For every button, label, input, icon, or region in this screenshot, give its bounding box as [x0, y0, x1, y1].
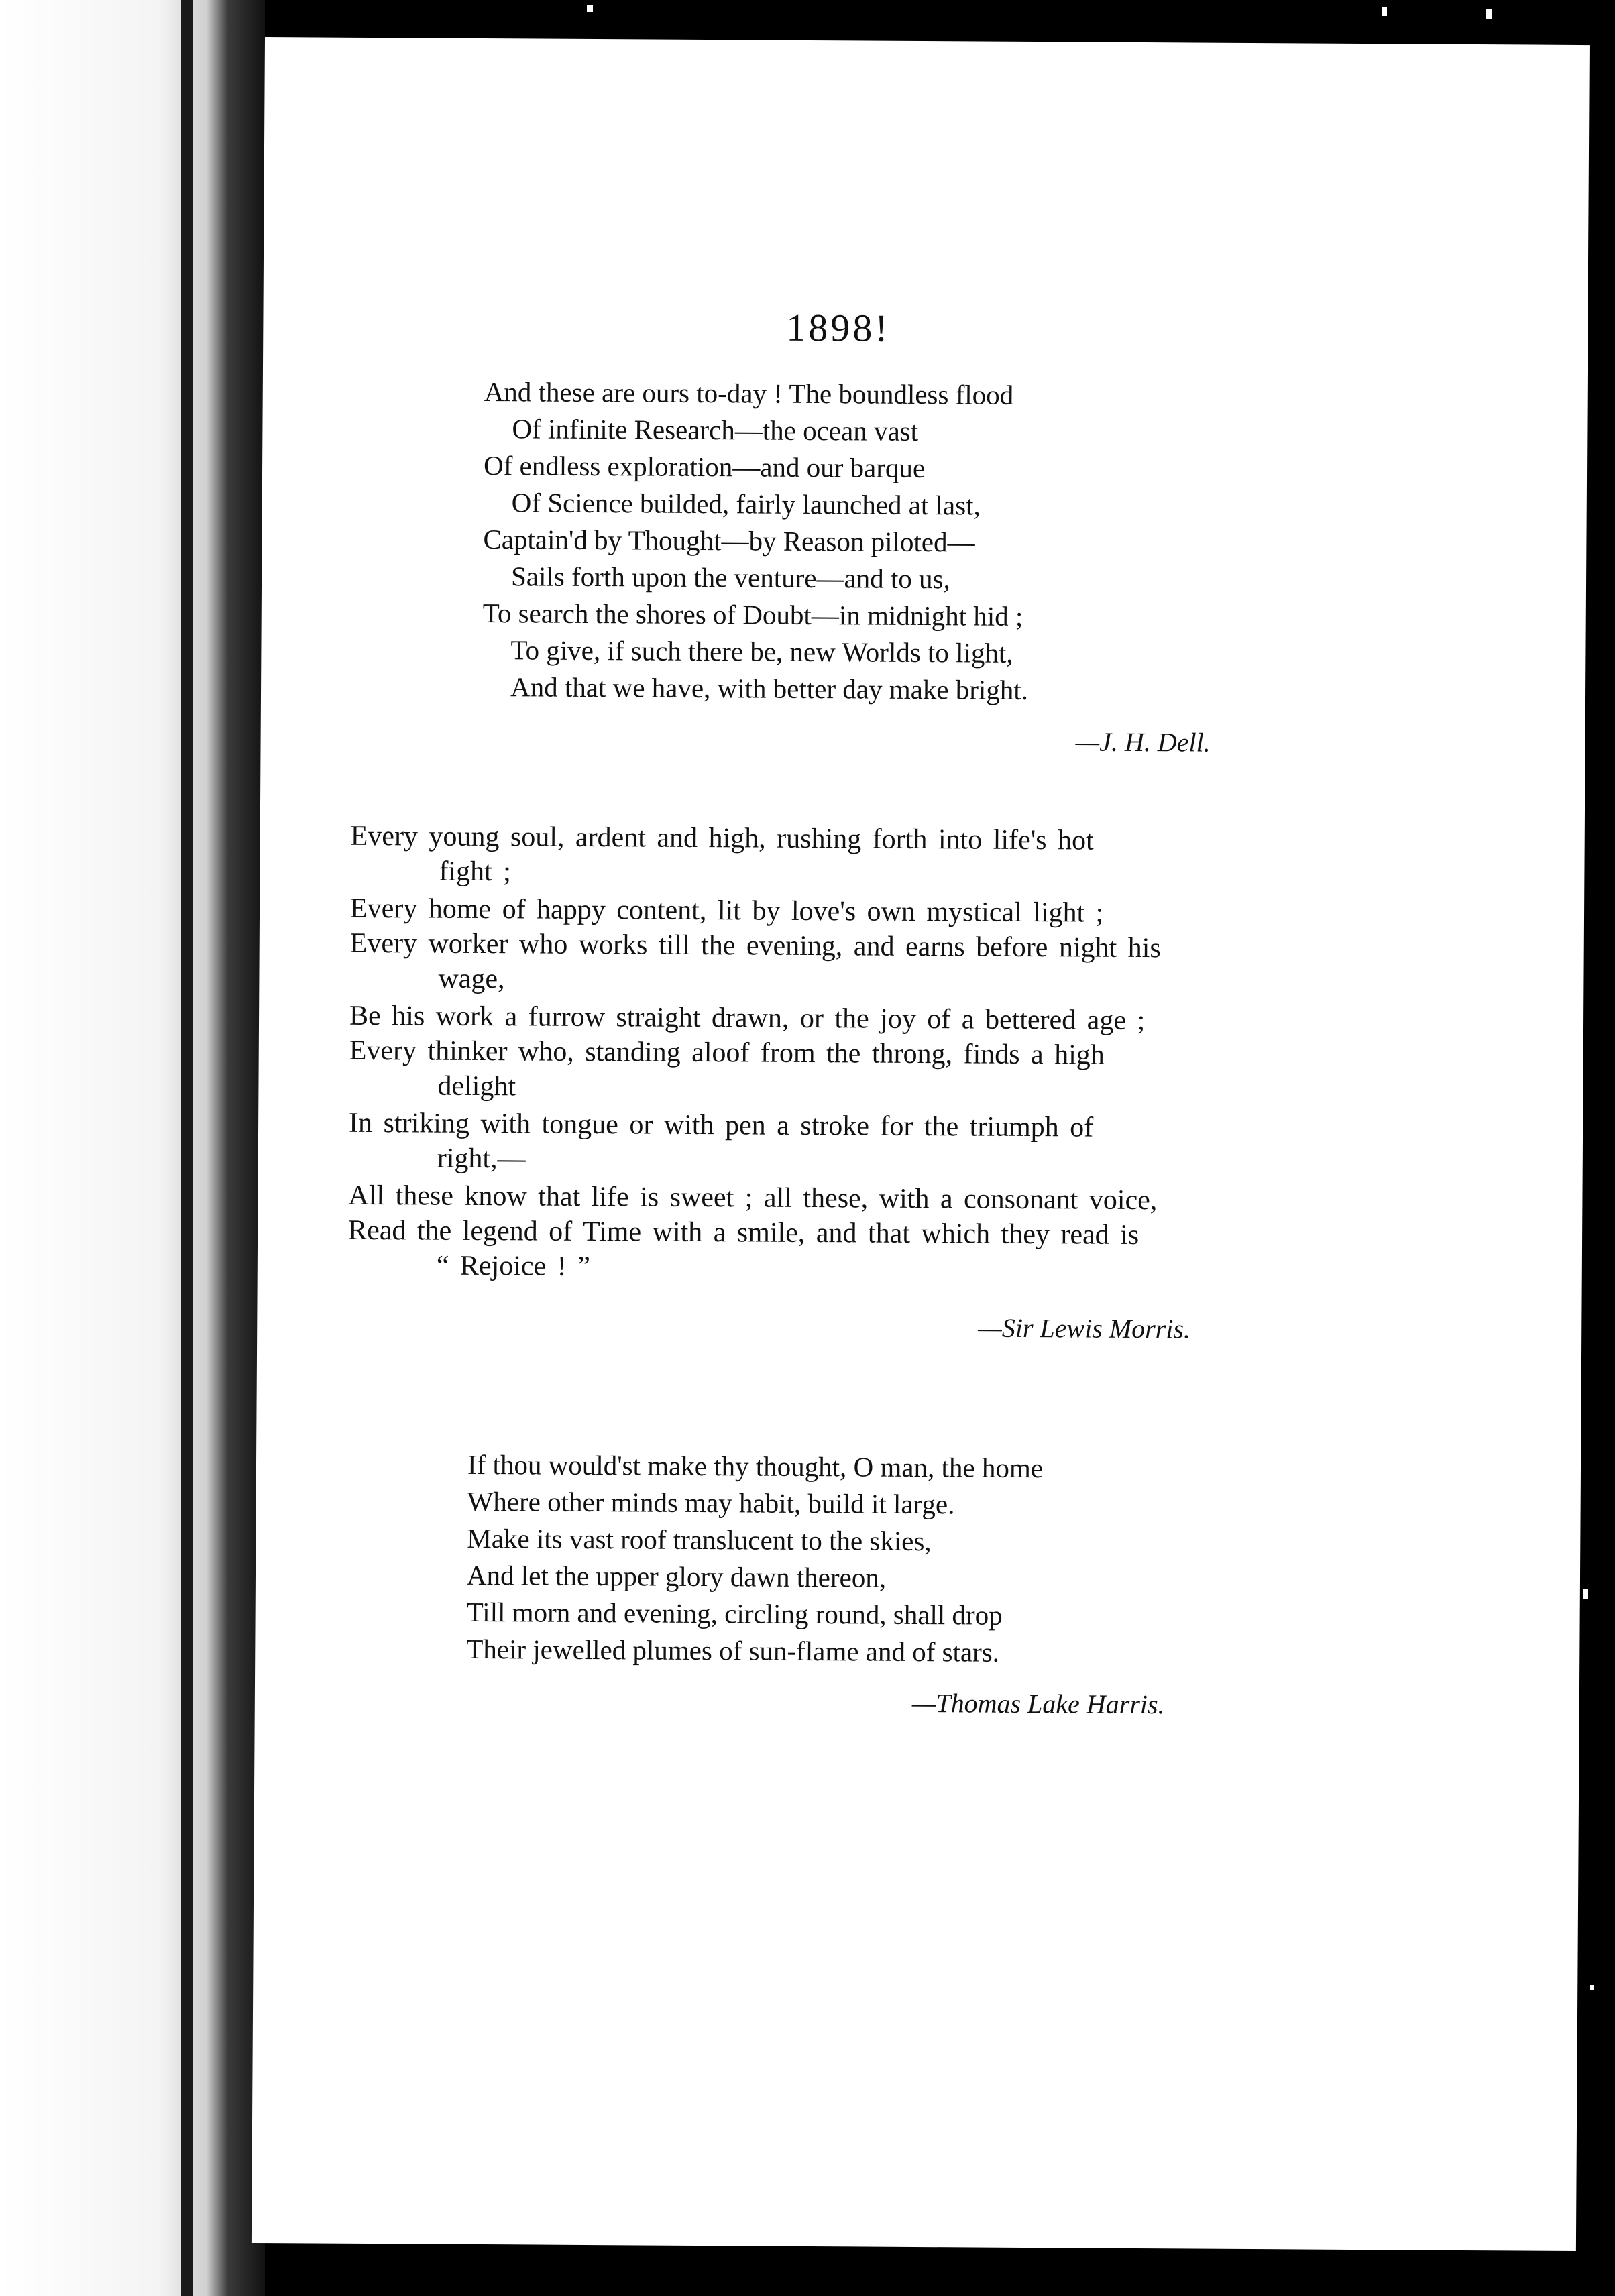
poem-line: All these know that life is sweet ; all these, with a consonant voice, — [348, 1180, 1158, 1216]
poem-line: Every worker who works till the evening, and earns before night his — [349, 927, 1161, 964]
poem-line: Of endless exploration—and our barque — [483, 450, 926, 484]
page-title: 1898! — [786, 305, 891, 350]
scan-speck — [1583, 1589, 1588, 1599]
binding-shadow — [181, 0, 193, 2296]
poem-line: Captain'd by Thought—by Reason piloted— — [483, 524, 975, 558]
poem-line: Their jewelled plumes of sun-flame and of stars. — [466, 1633, 1000, 1668]
poem-dell — [482, 374, 1030, 709]
poem-line: Read the legend of Time with a smile, and that which they read is — [347, 1214, 1139, 1251]
poem-line: Of infinite Research—the ocean vast — [512, 413, 919, 447]
poem-line: right,— — [437, 1143, 526, 1175]
scan-speck — [1590, 1985, 1594, 1990]
poem-line: Every young soul, ardent and high, rushing forth into life's hot — [350, 820, 1094, 856]
book-gutter — [0, 0, 265, 2296]
poem-line: Every thinker who, standing aloof from the throng, finds a high — [349, 1035, 1105, 1071]
poem-line: And that we have, with better day make bright. — [510, 671, 1029, 705]
scan-speck — [1382, 7, 1387, 16]
scan-speck — [1486, 9, 1492, 19]
poem-line: Where other minds may habit, build it large. — [467, 1485, 955, 1520]
poem-line: Make its vast roof translucent to the skies, — [467, 1522, 932, 1557]
poem-line: delight — [437, 1070, 516, 1102]
poem-line: Till morn and evening, circling round, shall drop — [466, 1596, 1003, 1631]
poem-line: Of Science builded, fairly launched at last, — [511, 487, 981, 521]
scan-speck — [1573, 865, 1577, 870]
poem-line: If thou would'st make thy thought, O man, the home — [467, 1448, 1044, 1484]
poem-line: And these are ours to-day ! The boundless flood — [484, 376, 1014, 410]
poem-harris — [466, 1446, 1043, 1671]
poem-line: Sails forth upon the venture—and to us, — [510, 561, 950, 595]
poem-line: To give, if such there be, new Worlds to light, — [510, 634, 1013, 669]
poem-line: “ Rejoice ! ” — [436, 1250, 590, 1282]
book-page — [252, 37, 1590, 2251]
attribution-harris: —Thomas Lake Harris. — [911, 1687, 1165, 1720]
scan-speck — [587, 5, 593, 12]
poem-line: fight ; — [439, 856, 512, 888]
attribution-morris: —Sir Lewis Morris. — [978, 1312, 1191, 1344]
attribution-dell: —J. H. Dell. — [1075, 726, 1211, 758]
poem-morris — [348, 819, 1286, 1289]
poem-line: To search the shores of Doubt—in midnight hid ; — [482, 597, 1023, 632]
poem-line: wage, — [438, 963, 505, 995]
poem-line: In striking with tongue or with pen a stroke for the triumph of — [348, 1107, 1094, 1143]
poem-line: Be his work a furrow straight drawn, or the joy of a bettered age ; — [349, 1000, 1146, 1037]
poem-line: Every home of happy content, lit by love's own mystical light ; — [349, 893, 1104, 929]
poem-line: And let the upper glory dawn thereon, — [466, 1559, 887, 1593]
